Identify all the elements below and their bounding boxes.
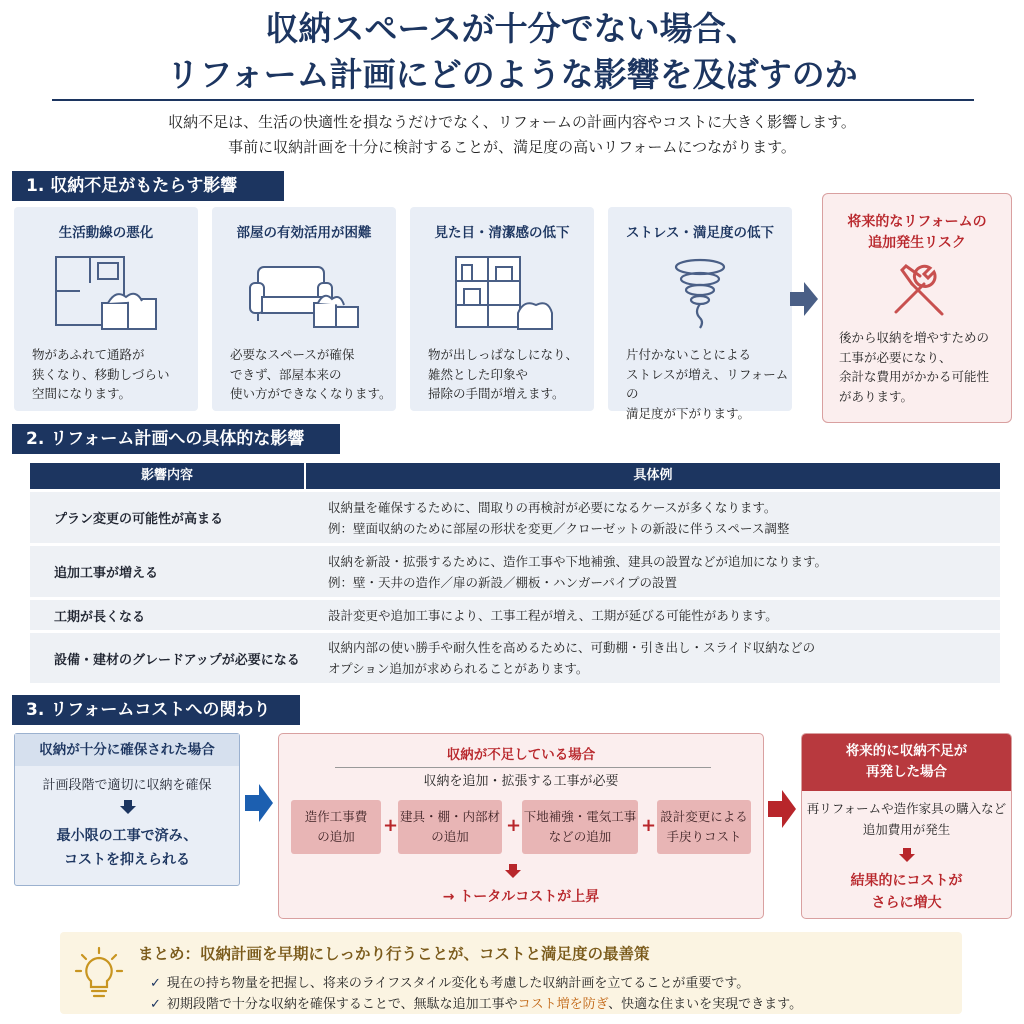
intro-line-1: 収納不足は、生活の快適性を損なうだけでなく、リフォームの計画内容やコストに大きく影響します。 (168, 113, 856, 131)
recurring-shortage-result: 結果的にコストが さらに増大 (850, 873, 963, 911)
recurring-shortage-box (801, 733, 1012, 919)
table-header (30, 463, 1000, 489)
row-example: 収納内部の使い勝手や耐久性を高めるために、可動棚・引き出し・スライド収納などの オプション追加が求められることがあります。 (328, 640, 816, 676)
card-text: 片付かないことによる ストレスが増え、リフォームの 満足度が下がります。 (626, 347, 789, 421)
insufficient-storage-title: 収納が不足している場合 (446, 747, 596, 763)
divider (335, 767, 711, 768)
arrow-down-icon (505, 864, 521, 878)
summary-title: まとめ：収納計画を早期にしっかり行うことが、コストと満足度の最善策 (138, 945, 650, 963)
recurring-shortage-title: 将来的に収納不足が 再発した場合 (802, 734, 1011, 791)
arrow-right-icon (768, 790, 796, 828)
stress-spiral-icon (644, 253, 756, 339)
sofa-boxes-icon (248, 253, 360, 339)
summary-emphasis: コスト増を防ぎ (517, 997, 609, 1012)
row-impact: 工期が長くなる (54, 609, 146, 625)
impact-table (30, 463, 1000, 683)
card-title: ストレス・満足度の低下 (625, 225, 775, 241)
arrow-right-icon (790, 282, 818, 316)
row-impact: 追加工事が増える (54, 566, 159, 581)
summary-item-text: 、快適な住まいを実現できます。 (608, 997, 803, 1012)
section3-heading: 3. リフォームコストへの関わり (12, 695, 300, 725)
risk-text: 後から収納を増やすための 工事が必要になり、 余計な費用がかかる可能性 があります。 (839, 330, 990, 404)
card-title: 生活動線の悪化 (58, 225, 154, 241)
recurring-shortage-text: 再リフォームや造作家具の購入など 追加費用が発生 (806, 801, 1007, 837)
sufficient-storage-box (14, 733, 240, 886)
insufficient-storage-subtitle: 収納を追加・拡張する工事が必要 (423, 774, 619, 789)
summary-item (150, 993, 802, 1012)
cost-item-carpentry: 造作工事費 の追加 (291, 800, 381, 854)
row-impact: 設備・建材のグレードアップが必要になる (54, 652, 300, 668)
page-title (0, 6, 1024, 98)
table-row (30, 492, 1000, 543)
cost-item-fittings: 建具・棚・内部材 の追加 (398, 800, 502, 854)
summary-item-text: 現在の持ち物量を把握し、将来のライフスタイル変化も考慮した収納計画を立てることが重要です。 (166, 976, 750, 991)
arrow-right-icon (245, 784, 273, 822)
table-row (30, 633, 1000, 683)
sufficient-storage-text: 計画段階で適切に収納を確保 (42, 778, 212, 793)
intro-line-2: 事前に収納計画を十分に検討することが、満足度の高いリフォームにつながります。 (228, 138, 796, 156)
card-title: 部屋の有効活用が困難 (236, 225, 372, 241)
sufficient-storage-result: 最小限の工事で済み、 コストを抑えられる (56, 828, 198, 868)
floorplan-boxes-icon (50, 253, 162, 339)
card-title: 見た目・清潔感の低下 (434, 225, 570, 241)
row-example: 収納量を確保するために、間取りの再検討が必要になるケースが多くなります。 例：壁面収納のために部屋の形状を変更／クローゼットの新設に伴うスペース調整 (328, 499, 790, 536)
column-header-impact: 影響内容 (30, 463, 306, 489)
total-cost-rise: → トータルコストが上昇 (442, 889, 600, 905)
row-impact: プラン変更の可能性が高まる (54, 512, 224, 527)
risk-title: 将来的なリフォームの 追加発生リスク (847, 214, 987, 251)
section1-heading: 1. 収納不足がもたらす影響 (12, 171, 284, 201)
table-row (30, 546, 1000, 597)
intro-text (0, 110, 1024, 160)
row-example: 設計変更や追加工事により、工事工程が増え、工期が延びる可能性があります。 (328, 607, 778, 623)
card-text: 物があふれて通路が 狭くなり、移動しづらい 空間になります。 (32, 347, 170, 401)
title-line-1: 収納スペースが十分でない場合、 (265, 9, 759, 48)
table-row (30, 600, 1000, 630)
column-header-example: 具体例 (633, 468, 673, 483)
card-text: 物が出しっぱなしになり、 雑然とした印象や 掃除の手間が増えます。 (428, 347, 579, 401)
cluttered-shelf-icon (446, 253, 558, 339)
cost-item-reinforcement: 下地補強・電気工事 などの追加 (522, 800, 638, 854)
plus-icon: + (383, 815, 399, 836)
summary-box (60, 932, 962, 1014)
cost-item-redesign: 設計変更による 手戻りコスト (657, 800, 751, 854)
summary-item (150, 972, 749, 991)
future-risk-card (822, 193, 1012, 423)
checkmark-icon: ✓ (150, 976, 161, 991)
card-text: 必要なスペースが確保 できず、部屋本来の 使い方ができなくなります。 (230, 347, 392, 401)
impact-card-stress (608, 207, 792, 421)
lightbulb-icon (74, 946, 124, 1002)
title-divider (52, 99, 974, 101)
insufficient-storage-box (278, 733, 764, 919)
checkmark-icon: ✓ (150, 997, 161, 1012)
sufficient-storage-title: 収納が十分に確保された場合 (15, 734, 239, 766)
impact-card-circulation (14, 207, 198, 411)
impact-card-appearance (410, 207, 594, 411)
plus-icon: + (641, 815, 657, 836)
wrench-screwdriver-icon (886, 258, 950, 322)
section2-heading: 2. リフォーム計画への具体的な影響 (12, 424, 340, 454)
summary-item-text: 初期段階で十分な収納を確保することで、無駄な追加工事や (166, 997, 518, 1012)
row-example: 収納を新設・拡張するために、造作工事や下地補強、建具の設置などが追加になります。 例：壁・天井の造作／扉の新設／棚板・ハンガーパイプの設置 (328, 553, 828, 590)
arrow-down-icon (120, 800, 136, 814)
arrow-down-icon (899, 848, 915, 862)
title-line-2: リフォーム計画にどのような影響を及ぼすのか (166, 55, 858, 94)
plus-icon: + (506, 815, 522, 836)
impact-card-room-usage (212, 207, 396, 411)
